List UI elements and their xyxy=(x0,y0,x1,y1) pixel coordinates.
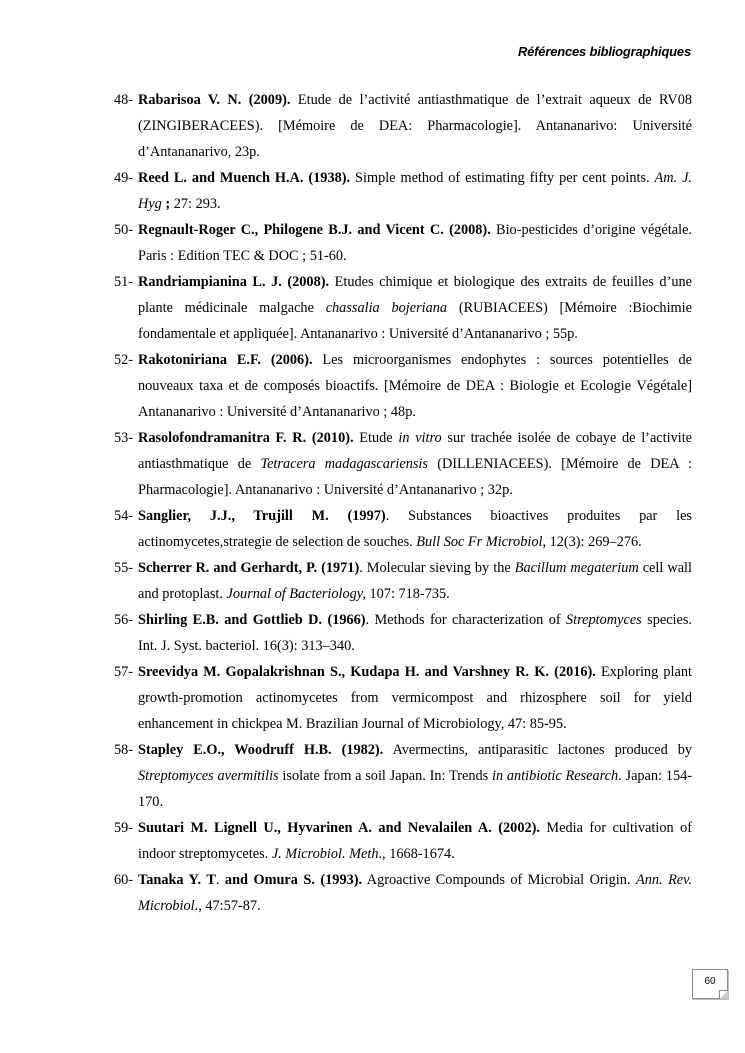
reference-number: 50- xyxy=(114,222,134,238)
reference-authors: Suutari M. Lignell U., Hyvarinen A. and Nevalailen A. (2002). xyxy=(138,820,540,836)
reference-text: . Substances bioactives produites par les actinomycetes,strategie de selection de souches. xyxy=(138,508,692,550)
reference-number: 57- xyxy=(114,664,134,680)
reference-entry xyxy=(114,867,692,919)
reference-text: Bio-pesticides d’origine végétale. Paris : Edition TEC & DOC ; 51-60. xyxy=(138,222,692,264)
reference-italic-text: Journal of Bacteriology, xyxy=(226,586,366,602)
reference-number: 49- xyxy=(114,170,134,186)
reference-italic-text: Bacillum megaterium xyxy=(514,560,639,576)
reference-number: 56- xyxy=(114,612,134,628)
reference-authors: Reed L. and Muench H.A. (1938). xyxy=(138,170,351,186)
reference-text: Etudes chimique et biologique des extraits de feuilles d’une plante médicinale malgache xyxy=(138,274,692,316)
reference-entry xyxy=(114,425,692,503)
reference-italic-text: in vitro xyxy=(398,430,442,446)
reference-text: 27: 293. xyxy=(170,196,221,212)
reference-text: ., 47:57-87. xyxy=(194,898,261,914)
reference-text: . xyxy=(215,872,225,888)
reference-number: 52- xyxy=(114,352,134,368)
reference-authors: Shirling E.B. and Gottlieb D. (1966) xyxy=(138,612,366,628)
page-fold-corner xyxy=(719,990,728,999)
reference-authors: Rakotoniriana E.F. (2006). xyxy=(138,352,313,368)
reference-text: , 12(3): 269–276. xyxy=(542,534,642,550)
reference-italic-text: J. Microbiol. Meth xyxy=(271,846,379,862)
reference-authors: Sreevidya M. Gopalakrishnan S., Kudapa H. and Varshney R. K. (2016). xyxy=(138,664,596,680)
reference-entry xyxy=(114,737,692,815)
reference-text: Etude xyxy=(353,430,399,446)
reference-text: ., 1668-1674. xyxy=(378,846,455,862)
reference-italic-text: chassalia bojeriana xyxy=(325,300,448,316)
reference-italic-text: in antibiotic Research xyxy=(491,768,619,784)
running-header: Références bibliographiques xyxy=(517,44,691,59)
reference-authors: and Omura S. (1993). xyxy=(224,872,363,888)
reference-entry xyxy=(114,555,692,607)
reference-text: (RUBIACEES) [Mémoire :Biochimie fondamentale et appliquée]. Antananarivo : Université d’Antananarivo ; 55p. xyxy=(138,300,692,342)
reference-text: . Methods for characterization of xyxy=(365,612,567,628)
reference-italic-text: Streptomyces avermitilis xyxy=(138,768,279,784)
reference-text: Etude de l’activité antiasthmatique de l’extrait aqueux de RV08 (ZINGIBERACEES). [Mémoire de DEA: Pharmacologie]. Antananarivo: Université d’Antananarivo, 23p. xyxy=(138,92,692,160)
reference-text: sur trachée isolée de cobaye de l’activite antiasthmatique de xyxy=(138,430,693,472)
reference-text: 107: 718-735. xyxy=(365,586,450,602)
reference-authors: Tanaka Y. T xyxy=(138,872,216,888)
reference-number: 58- xyxy=(114,742,134,758)
reference-entry xyxy=(114,815,692,867)
reference-text: (DILLENIACEES). [Mémoire de DEA : Pharmacologie]. Antananarivo : Université d’Antananarivo ; 32p. xyxy=(138,456,693,498)
reference-authors: Stapley E.O., Woodruff H.B. (1982). xyxy=(138,742,384,758)
reference-entry xyxy=(114,269,692,347)
reference-entry xyxy=(114,87,692,165)
reference-text: Les microorganismes endophytes : sources potentielles de nouveaux taxa et de composés bioactifs. [Mémoire de DEA : Biologie et Ecologie Végétale] Antananarivo : Université d’Antananarivo ; 48p. xyxy=(138,352,692,420)
reference-text: Simple method of estimating fifty per cent points. xyxy=(350,170,655,186)
reference-authors: Regnault-Roger C., Philogene B.J. and Vicent C. (2008). xyxy=(138,222,491,238)
reference-entry xyxy=(114,607,692,659)
reference-authors: Scherrer R. and Gerhardt, P. (1971) xyxy=(138,560,360,576)
reference-italic-text: Tetracera madagascariensis xyxy=(260,456,428,472)
reference-number: 60- xyxy=(114,872,134,888)
reference-number: 51- xyxy=(114,274,134,290)
reference-authors: Randriampianina L. J. (2008). xyxy=(138,274,330,290)
reference-entry xyxy=(114,165,692,217)
reference-text: cell wall and protoplast. xyxy=(138,560,692,602)
page-number-box xyxy=(692,969,728,999)
reference-authors: Rasolofondramanitra F. R. (2010). xyxy=(138,430,354,446)
reference-text: . Japan: 154-170. xyxy=(138,768,693,810)
reference-number: 48- xyxy=(114,92,134,108)
reference-list xyxy=(114,87,692,919)
reference-text: Media for cultivation of indoor streptomycetes. xyxy=(138,820,692,862)
reference-text: Avermectins, antiparasitic lactones produced by xyxy=(383,742,693,758)
reference-authors: Rabarisoa V. N. (2009). xyxy=(138,92,291,108)
reference-entry xyxy=(114,217,692,269)
reference-authors: ; xyxy=(161,196,171,212)
reference-italic-text: Bull Soc Fr Microbiol xyxy=(416,534,543,550)
reference-number: 55- xyxy=(114,560,134,576)
reference-italic-text: Am. J. Hyg xyxy=(138,170,692,212)
reference-authors: Sanglier, J.J., Trujill M. (1997) xyxy=(138,508,386,524)
reference-text: Agroactive Compounds of Microbial Origin. xyxy=(362,872,636,888)
reference-italic-text: Streptomyces xyxy=(566,612,642,628)
page-number: 60 xyxy=(704,976,716,987)
reference-entry xyxy=(114,503,692,555)
reference-number: 53- xyxy=(114,430,134,446)
reference-italic-text: Ann. Rev. Microbiol xyxy=(138,872,693,914)
reference-text: Exploring plant growth-promotion actinomycetes from vermicompost and rhizosphere soil for yield enhancement in chickpea M. Brazilian Journal of Microbiology, 47: 85-95. xyxy=(138,664,692,732)
reference-number: 54- xyxy=(114,508,134,524)
reference-number: 59- xyxy=(114,820,134,836)
reference-text: . Molecular sieving by the xyxy=(359,560,515,576)
reference-entry xyxy=(114,659,692,737)
reference-entry xyxy=(114,347,692,425)
reference-text: isolate from a soil Japan. In: Trends xyxy=(278,768,492,784)
reference-text: species. Int. J. Syst. bacteriol. 16(3): 313–340. xyxy=(138,612,692,654)
